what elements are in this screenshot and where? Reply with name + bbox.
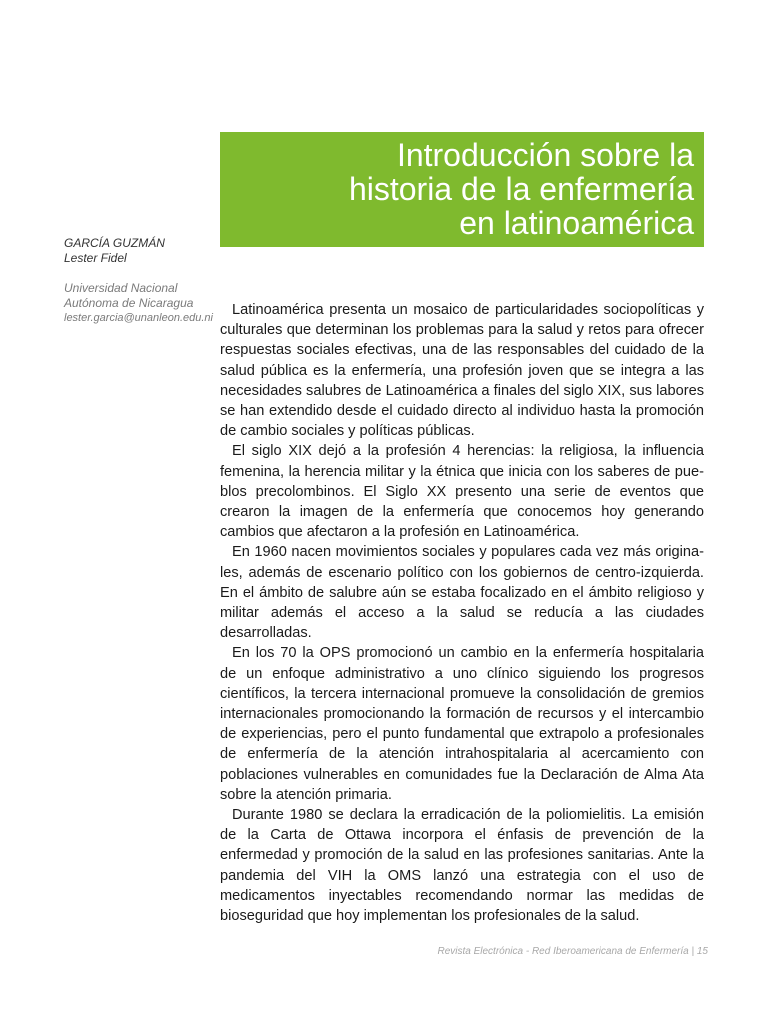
affiliation-line-1: Universidad Nacional xyxy=(64,281,178,295)
title-line-1: Introducción sobre la xyxy=(396,137,694,173)
title-line-2: historia de la enfermería xyxy=(348,171,694,207)
title-line-3: en latinoamérica xyxy=(459,205,694,241)
author-affiliation xyxy=(64,281,216,326)
author-block xyxy=(64,236,216,326)
author-surname: GARCÍA GUZMÁN xyxy=(64,236,165,250)
affiliation-line-2: Autónoma de Nicaragua xyxy=(64,296,194,310)
article-body xyxy=(220,300,704,926)
body-paragraph-5: Durante 1980 se declara la erradicación de la poliomielitis. La emisión de la Carta de Ottawa incorpora el énfasis de prevención de la enfermedad y promoción de la salud en las profesiones sanitarias. Ante la pandemia del VIH la OMS lanzó una estrategia con el uso de medicamentos inyectables recomendando normar las medidas de bioseguridad que hoy implementan los profesionales de la salud. xyxy=(220,807,704,925)
page-footer: Revista Electrónica - Red Iberoamericana de Enfermería | 15 xyxy=(437,946,708,957)
body-paragraph-2: El siglo XIX dejó a la profesión 4 herencias: la religiosa, la influencia femenina, la herencia militar y la étnica que inicia con los saberes de pueblos precolombinos. El Siglo XX presento una serie de eventos que crearon la imagen de la enfermería que conocemos hoy generando cambios que afectaron a la profesión en Latinoamérica. xyxy=(220,443,704,541)
article-title xyxy=(220,132,704,247)
author-email[interactable]: lester.garcia@unanleon.edu.ni xyxy=(64,312,213,324)
body-paragraph-1: Latinoamérica presenta un mosaico de particularidades sociopolíticas y culturales que determinan los problemas para la salud y retos para ofrecer respuestas sociales efectivas, una de las responsables del cuidado de la salud pública es la enfermería, una profesión joven que se integra a las necesidades salubres de Latinoamérica a finales del siglo XIX, sus labores se han extendido desde el cuidado directo al individuo hasta la promoción de cambio sociales y políticas públicas. xyxy=(220,302,704,440)
body-paragraph-4: En los 70 la OPS promocionó un cambio en la enfermería hospitalaria de un enfoque administrativo a uno clínico siguiendo los progresos científicos, la tercera internacional promueve la consolidación de gremios internacionales promocionando la formación de recursos y el intercambio de experiencias, pero el punto fundamental que extrapolo a profesionales de enfermería de la atención intrahospitalaria al acercamiento con poblaciones vulnerables en comunidades fue la Declaración de Alma Ata sobre la atención primaria. xyxy=(220,645,704,803)
body-paragraph-3: En 1960 nacen movimientos sociales y populares cada vez más originales, además de escenario político con los gobiernos de centro-izquierda. En el ámbito de salubre aún se estaba focalizado en el ámbito religioso y militar además el acceso a la salud se reducía a las ciudades desarrolladas. xyxy=(220,544,704,642)
author-given-name: Lester Fidel xyxy=(64,251,127,265)
